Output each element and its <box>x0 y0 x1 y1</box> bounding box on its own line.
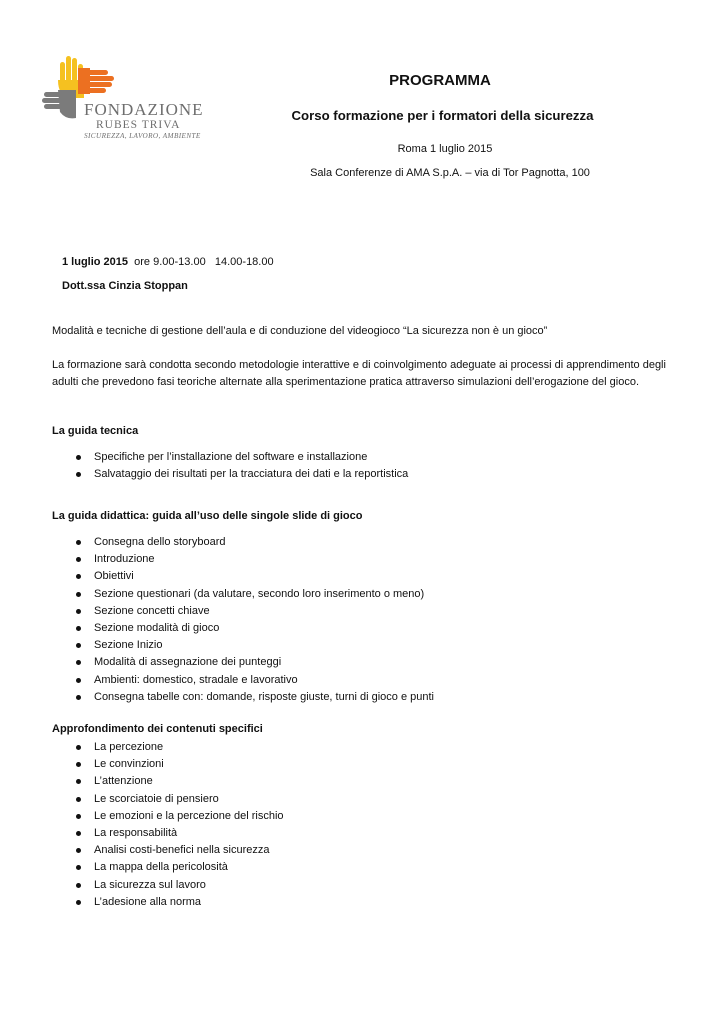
list-item: L’adesione alla norma <box>52 894 284 911</box>
bullet-icon <box>76 797 81 802</box>
bullet-icon <box>76 695 81 700</box>
list-item: Sezione questionari (da valutare, secondo loro inserimento o meno) <box>52 586 434 603</box>
list-item: La sicurezza sul lavoro <box>52 877 284 894</box>
schedule-line <box>62 254 274 271</box>
speaker-name: Dott.ssa Cinzia Stoppan <box>62 280 188 292</box>
date-location: Roma 1 luglio 2015 <box>397 143 493 155</box>
bullet-icon <box>76 472 81 477</box>
list-item: La responsabilità <box>52 825 284 842</box>
schedule-hours: ore 9.00-13.00 14.00-18.00 <box>134 256 274 268</box>
bullet-icon <box>76 678 81 683</box>
modalita-paragraph: Modalità e tecniche di gestione dell’aula e di conduzione del videogioco “La sicurezza non è un gioco” <box>52 325 548 337</box>
section-heading-technical: La guida tecnica <box>52 425 139 437</box>
list-item: Salvataggio dei risultati per la tracciatura dei dati e la reportistica <box>52 466 408 483</box>
list-item: L’attenzione <box>52 773 284 790</box>
list-item: Obiettivi <box>52 568 434 585</box>
list-item: Analisi costi-benefici nella sicurezza <box>52 842 284 859</box>
venue: Sala Conferenze di AMA S.p.A. – via di Tor Pagnotta, 100 <box>310 167 590 179</box>
list-item: Le emozioni e la percezione del rischio <box>52 808 284 825</box>
section-heading-contents: Approfondimento dei contenuti specifici <box>52 723 263 735</box>
list-item: Sezione modalità di gioco <box>52 620 434 637</box>
intro-paragraph: La formazione sarà condotta secondo metodologie interattive e di coinvolgimento adeguate ai processi di apprendimento degli adulti che prevedono fasi teoriche alternate alla sperimentazione pratica attraverso simulazioni dell’erogazione del gioco. <box>52 359 666 388</box>
foundation-logo <box>42 52 212 142</box>
bullet-icon <box>76 455 81 460</box>
list-item: Consegna dello storyboard <box>52 534 434 551</box>
list-item: Le scorciatoie di pensiero <box>52 791 284 808</box>
bullet-icon <box>76 540 81 545</box>
section-heading-didactic: La guida didattica: guida all’uso delle singole slide di gioco <box>52 510 363 522</box>
bullet-icon <box>76 883 81 888</box>
contents-list <box>52 739 284 911</box>
bullet-icon <box>76 660 81 665</box>
list-item: Modalità di assegnazione dei punteggi <box>52 654 434 671</box>
bullet-icon <box>76 592 81 597</box>
list-item: Sezione Inizio <box>52 637 434 654</box>
list-item: Introduzione <box>52 551 434 568</box>
bullet-icon <box>76 900 81 905</box>
bullet-icon <box>76 745 81 750</box>
course-title: Corso formazione per i formatori della sicurezza <box>291 108 594 123</box>
list-item: Sezione concetti chiave <box>52 603 434 620</box>
technical-list <box>52 449 408 483</box>
bullet-icon <box>76 848 81 853</box>
bullet-icon <box>76 557 81 562</box>
bullet-icon <box>76 626 81 631</box>
didactic-list <box>52 534 434 706</box>
bullet-icon <box>76 574 81 579</box>
logo-tagline: SICUREZZA, LAVORO, AMBIENTE <box>84 132 201 140</box>
list-item: Specifiche per l’installazione del software e installazione <box>52 449 408 466</box>
bullet-icon <box>76 609 81 614</box>
bullet-icon <box>76 865 81 870</box>
bullet-icon <box>76 762 81 767</box>
bullet-icon <box>76 643 81 648</box>
page-title: PROGRAMMA <box>389 72 491 89</box>
bullet-icon <box>76 779 81 784</box>
list-item: Ambienti: domestico, stradale e lavorativo <box>52 672 434 689</box>
bullet-icon <box>76 831 81 836</box>
bullet-icon <box>76 814 81 819</box>
list-item: Le convinzioni <box>52 756 284 773</box>
list-item: La percezione <box>52 739 284 756</box>
logo-name: FONDAZIONE <box>84 100 204 119</box>
list-item: La mappa della pericolosità <box>52 859 284 876</box>
schedule-date: 1 luglio 2015 <box>62 256 129 268</box>
logo-subtitle: RUBES TRIVA <box>96 119 181 131</box>
list-item: Consegna tabelle con: domande, risposte giuste, turni di gioco e punti <box>52 689 434 706</box>
